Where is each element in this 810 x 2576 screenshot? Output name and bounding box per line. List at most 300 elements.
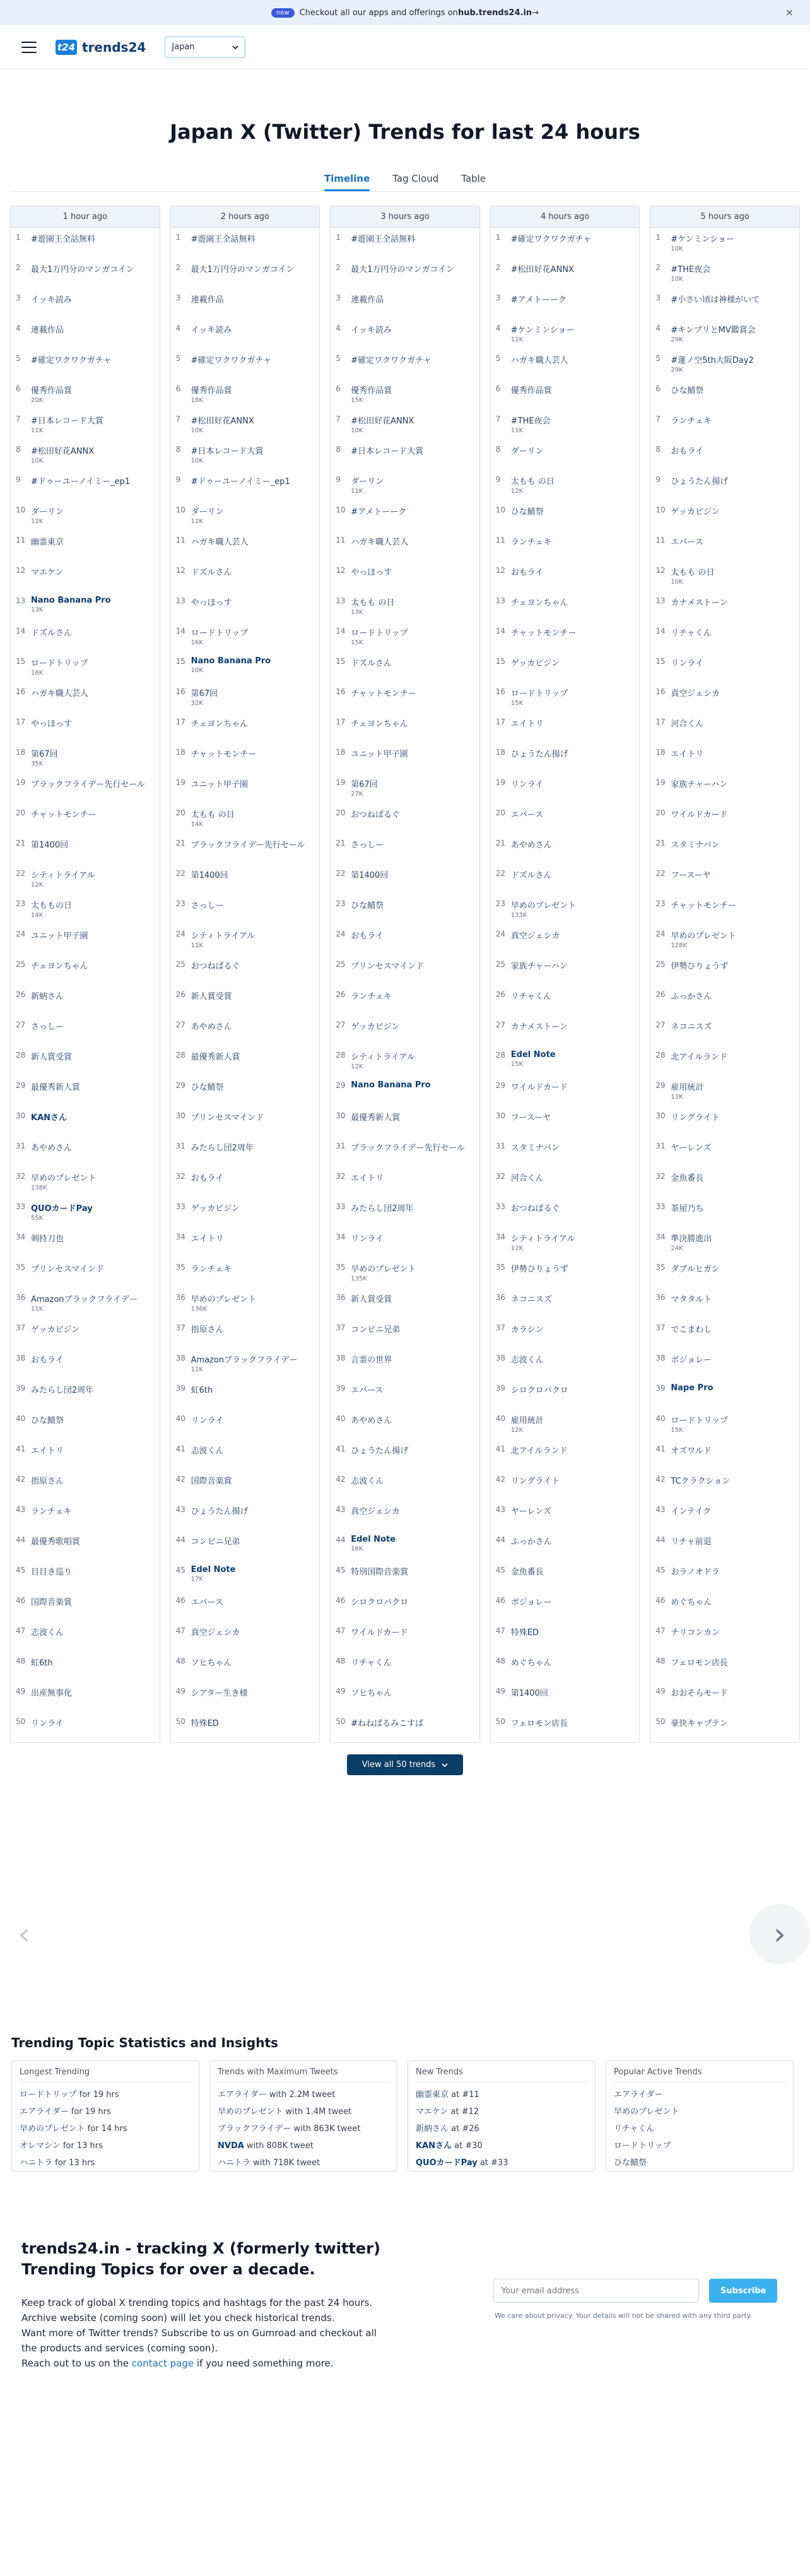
trend-link[interactable]: エイトリ	[191, 1234, 224, 1244]
trend-link[interactable]: シティトライアル	[31, 871, 95, 880]
column-header: 1 hour ago	[11, 206, 160, 228]
trend-link[interactable]: エイトリ	[671, 750, 704, 759]
trend-link[interactable]: ランチェキ	[31, 1507, 72, 1516]
trend-item	[491, 955, 640, 985]
trend-link[interactable]: エイトリ	[31, 1446, 64, 1456]
trend-link[interactable]: #小さい頃は神様がいて	[671, 295, 760, 305]
trend-link[interactable]: チャットモンチー	[510, 629, 577, 638]
trend-link[interactable]: おおそらモード	[671, 1689, 728, 1698]
trend-link[interactable]: Edel Note	[191, 1565, 236, 1575]
trend-link[interactable]: チャットモンチー	[31, 810, 97, 820]
trend-link[interactable]: 優秀作品賞	[510, 386, 552, 396]
trend-rank: 28	[16, 1051, 26, 1060]
carousel-next-button[interactable]: ›	[749, 1904, 810, 1964]
trend-link[interactable]: ロードトリップ	[191, 629, 249, 638]
trend-link[interactable]: 最大1万円分のマンガコイン	[351, 265, 455, 275]
trend-link[interactable]: 第1400回	[31, 841, 69, 850]
trend-link[interactable]: ハガキ職人芸人	[510, 356, 568, 365]
trend-link[interactable]: Amazonブラックフライデー	[31, 1295, 138, 1304]
trend-link[interactable]: 国際音楽賞	[31, 1598, 73, 1607]
trend-link[interactable]: #ドゥーユーノイミー_ep1	[31, 477, 131, 487]
trend-link[interactable]: 志波くん	[351, 1477, 384, 1486]
trend-link[interactable]: あやめさん	[510, 841, 552, 850]
trend-link[interactable]: 最大1万円分のマンガコイン	[191, 265, 295, 275]
trend-link[interactable]: ふっかさん	[510, 1537, 552, 1547]
trend-link[interactable]: おつねばるぐ	[510, 1204, 560, 1214]
stat-topic-link[interactable]: 幽霊東京	[416, 2090, 449, 2100]
trend-link[interactable]: #確定ワクワクガチャ	[351, 356, 431, 365]
trend-link[interactable]: #確定ワクワクガチャ	[191, 356, 272, 365]
trend-link[interactable]: 豪快キャプテン	[671, 1719, 728, 1728]
trend-link[interactable]: シロクロパクロ	[351, 1598, 409, 1607]
trend-link[interactable]: コンビニ兄弟	[351, 1325, 401, 1335]
trend-item	[171, 531, 320, 561]
trend-link[interactable]: 最優秀新人賞	[31, 1083, 81, 1092]
trend-link[interactable]: ユニット甲子園	[31, 931, 88, 941]
stat-card	[606, 2060, 794, 2171]
subscribe-button[interactable]: Subscribe	[709, 2279, 777, 2303]
trend-link[interactable]: ひな鯖祭	[671, 386, 704, 396]
trend-link[interactable]: スタミナパン	[671, 841, 720, 850]
trend-link[interactable]: #松田好花ANNX	[31, 447, 95, 456]
stat-topic-link[interactable]: リチャくん	[614, 2124, 655, 2134]
trend-link[interactable]: みたらし団2周年	[351, 1204, 414, 1214]
trend-link[interactable]: 国際音楽賞	[191, 1477, 232, 1486]
trend-link[interactable]: 第1400回	[510, 1689, 548, 1698]
trend-link[interactable]: ソヒちゃん	[191, 1658, 232, 1668]
trend-link[interactable]: 優秀作品賞	[191, 386, 232, 396]
trend-link[interactable]: 第67回	[191, 689, 218, 699]
trend-link[interactable]: おつねばるぐ	[351, 810, 401, 820]
trend-link[interactable]: プリンセスマインド	[351, 962, 425, 971]
trend-link[interactable]: #蓮ノ空5th大阪Day2	[671, 356, 754, 365]
trend-link[interactable]: おもライ	[351, 931, 384, 941]
trend-item	[331, 864, 479, 894]
trend-link[interactable]: #遊園王全話無料	[191, 235, 255, 244]
trend-link[interactable]: Nano Banana Pro	[191, 656, 271, 666]
trend-link[interactable]: リンライ	[191, 1416, 224, 1426]
trend-link[interactable]: やっほっす	[351, 568, 392, 577]
trend-link[interactable]: プリンセスマインド	[31, 1265, 104, 1274]
trend-link[interactable]: チェヨンちゃん	[510, 598, 568, 608]
trend-link[interactable]: ひょうたん揚げ	[351, 1446, 409, 1456]
trend-link[interactable]: フースーヤ	[671, 871, 711, 880]
trend-rank: 13	[495, 596, 506, 605]
trend-link[interactable]: 優秀作品賞	[31, 386, 73, 396]
trend-link[interactable]: 第67回	[351, 780, 378, 789]
trend-link[interactable]: 雇用統計	[671, 1083, 704, 1092]
trend-link[interactable]: 特殊ED	[510, 1628, 539, 1638]
stat-topic-link[interactable]: QUOカードPay	[416, 2158, 478, 2168]
trend-link[interactable]: リチャくん	[510, 992, 552, 1001]
trend-link[interactable]: Edel Note	[351, 1535, 396, 1544]
trend-link[interactable]: 早めのプレゼント	[671, 931, 736, 941]
trend-link[interactable]: おもライ	[671, 447, 703, 456]
trend-link[interactable]: スタミナパン	[510, 1143, 560, 1153]
trend-link[interactable]: Edel Note	[510, 1050, 556, 1060]
trend-link[interactable]: ひな鯖祭	[351, 901, 384, 911]
trend-link[interactable]: シアター生き様	[191, 1689, 248, 1698]
stat-topic-link[interactable]: 早めのプレゼント	[614, 2107, 679, 2117]
trend-link[interactable]: 北アイルランド	[510, 1446, 568, 1456]
trend-link[interactable]: チェヨンちゃん	[31, 962, 88, 971]
trend-link[interactable]: ロードトリップ	[510, 689, 568, 699]
trend-link[interactable]: マタタルト	[671, 1295, 712, 1304]
trend-link[interactable]: リンライ	[31, 1719, 64, 1728]
trend-link[interactable]: リングライト	[510, 1477, 560, 1486]
trend-link[interactable]: ダーリン	[31, 507, 64, 517]
trend-link[interactable]: チャットモンチー	[351, 689, 416, 699]
trend-link[interactable]: 言霊の世界	[351, 1356, 392, 1365]
trend-link[interactable]: 新人賞受賞	[191, 992, 232, 1001]
hub-link[interactable]: hub.trends24.in→	[457, 8, 539, 18]
close-icon[interactable]: ×	[785, 6, 794, 18]
stat-topic-link[interactable]: ロードトリップ	[20, 2090, 77, 2100]
stat-topic-link[interactable]: オレマシン	[20, 2141, 61, 2151]
email-field[interactable]	[493, 2279, 699, 2303]
trend-link[interactable]: シティトライアル	[191, 931, 255, 941]
trend-link[interactable]: Nape Pro	[671, 1383, 713, 1393]
trend-link[interactable]: 太もも の日	[351, 598, 395, 608]
trend-link[interactable]: エイトリ	[510, 719, 544, 729]
trend-link[interactable]: ランチェキ	[351, 992, 392, 1001]
contact-link[interactable]: contact page	[131, 2358, 194, 2369]
trend-link[interactable]: Nano Banana Pro	[31, 596, 111, 605]
trend-link[interactable]: めぐちゃん	[510, 1658, 552, 1668]
trend-link[interactable]: ひょうたん揚げ	[510, 750, 568, 759]
trend-link[interactable]: ダブルヒガシ	[671, 1265, 720, 1274]
trend-link[interactable]: リチャくん	[671, 629, 712, 638]
trend-link[interactable]: マエケン	[31, 568, 64, 577]
trend-link[interactable]: ランチェキ	[671, 417, 712, 426]
trend-link[interactable]: 家族チャーハン	[510, 962, 568, 971]
trend-link[interactable]: 早めのプレゼント	[191, 1295, 257, 1304]
trend-link[interactable]: ネコニスズ	[510, 1295, 552, 1304]
tab-tag-cloud[interactable]: Tag Cloud	[392, 173, 439, 184]
trend-link[interactable]: 新人賞受賞	[351, 1295, 392, 1304]
trend-link[interactable]: さっしー	[351, 841, 384, 850]
trend-link[interactable]: 幽霊東京	[31, 538, 64, 547]
trend-link[interactable]: #松田好花ANNX	[510, 265, 574, 275]
trend-link[interactable]: 虹6th	[31, 1658, 53, 1668]
trend-link[interactable]: 北アイルランド	[671, 1053, 728, 1062]
stat-topic-link[interactable]: 早めのプレゼント	[218, 2107, 283, 2117]
trend-link[interactable]: ボジョレー	[671, 1356, 712, 1365]
stat-topic-link[interactable]: ハニトラ	[218, 2158, 251, 2168]
trend-link[interactable]: ダーリン	[510, 447, 544, 456]
trend-link[interactable]: 金魚番長	[510, 1568, 544, 1577]
trend-link[interactable]: Amazonブラックフライデー	[191, 1356, 298, 1365]
trend-link[interactable]: ロードトリップ	[351, 629, 408, 638]
trend-link[interactable]: ゲッカビジン	[510, 659, 560, 668]
trend-link[interactable]: 連載作品	[191, 295, 224, 305]
trend-link[interactable]: 連載作品	[351, 295, 384, 305]
trend-link[interactable]: さっしー	[31, 1022, 64, 1032]
view-all-button[interactable]: View all 50 trends	[347, 1754, 463, 1775]
trend-link[interactable]: ハガキ職人芸人	[31, 689, 89, 699]
site-logo[interactable]	[56, 40, 146, 55]
trend-link[interactable]: 剣持刀也	[31, 1234, 64, 1244]
carousel-prev-button[interactable]: ‹	[18, 1917, 30, 1952]
trend-link[interactable]: 真空ジェシカ	[191, 1628, 240, 1638]
trend-link[interactable]: #ケンミンショー	[510, 326, 575, 335]
trend-link[interactable]: ロードトリップ	[671, 1416, 728, 1426]
trend-link[interactable]: #日本レコード大賞	[191, 447, 264, 456]
trend-link[interactable]: ブラックフライデー先行セール	[191, 841, 305, 850]
trend-link[interactable]: ユニット甲子園	[191, 780, 249, 789]
trend-link[interactable]: ブラックフライデー先行セール	[351, 1143, 465, 1153]
trend-link[interactable]: ふっかさん	[671, 992, 712, 1001]
trend-link[interactable]: ランチェキ	[191, 1265, 232, 1274]
stat-topic-link[interactable]: ロードトリップ	[614, 2141, 671, 2151]
stat-topic-link[interactable]: エアライダー	[20, 2107, 69, 2117]
trend-link[interactable]: エバース	[351, 1386, 384, 1395]
trend-link[interactable]: ひょうたん揚げ	[191, 1507, 249, 1516]
trend-link[interactable]: シティトライアル	[510, 1234, 575, 1244]
trend-link[interactable]: カラシン	[510, 1325, 544, 1335]
trend-link[interactable]: フェロモン店長	[510, 1719, 568, 1728]
trend-rank: 17	[655, 718, 666, 726]
trend-link[interactable]: 出産無事化	[31, 1689, 73, 1698]
trend-link[interactable]: やっほっす	[31, 719, 73, 729]
trend-link[interactable]: シティトライアル	[351, 1053, 415, 1062]
stat-topic-link[interactable]: ひな鯖祭	[614, 2158, 647, 2168]
trend-link[interactable]: ドズルさん	[191, 568, 232, 577]
trend-link[interactable]: みたらし団2周年	[31, 1386, 94, 1395]
trend-link[interactable]: 準決勝進出	[671, 1234, 712, 1244]
trend-link[interactable]: 最優秀新人賞	[191, 1053, 240, 1062]
trend-link[interactable]: リチャくん	[351, 1658, 392, 1668]
trend-link[interactable]: Nano Banana Pro	[351, 1080, 431, 1090]
trend-link[interactable]: #遊園王全話無料	[351, 235, 416, 244]
trend-link[interactable]: 家族チャーハン	[671, 780, 728, 789]
country-select[interactable]	[165, 37, 245, 58]
stat-topic-link[interactable]: エアライダー	[218, 2090, 267, 2100]
trend-link[interactable]: ゲッカビジン	[351, 1022, 400, 1032]
trend-link[interactable]: #遊園王全話無料	[31, 235, 95, 244]
tab-timeline[interactable]: Timeline	[324, 173, 370, 191]
trend-item	[331, 1682, 479, 1712]
trend-link[interactable]: ドズルさん	[31, 629, 72, 638]
menu-icon[interactable]	[21, 42, 37, 53]
trend-link[interactable]: ボジョレー	[510, 1598, 552, 1607]
trend-link[interactable]: リチャ前退	[671, 1537, 712, 1547]
trend-link[interactable]: ひょうたん揚げ	[671, 477, 729, 487]
trend-link[interactable]: #松田好花ANNX	[351, 417, 414, 426]
stat-topic-link[interactable]: KANさん	[416, 2141, 452, 2151]
trend-link[interactable]: イッキ読み	[31, 295, 72, 305]
trend-link[interactable]: リンライ	[671, 659, 703, 668]
trend-link[interactable]: ゲッカビジン	[671, 507, 720, 517]
trend-link[interactable]: 早めのプレゼント	[31, 1174, 97, 1183]
trend-link[interactable]: 太ももの日	[31, 901, 73, 911]
trend-link[interactable]: ハガキ職人芸人	[191, 538, 249, 547]
trend-link[interactable]: 新納さん	[31, 992, 64, 1001]
stat-topic-link[interactable]: ハニトラ	[20, 2158, 53, 2168]
trend-link[interactable]: 第1400回	[351, 871, 389, 880]
trend-link[interactable]: #日本レコード大賞	[31, 417, 103, 426]
trend-link[interactable]: やっほっす	[191, 598, 232, 608]
trend-link[interactable]: イッキ読み	[191, 326, 232, 335]
stat-topic-link[interactable]: 新納さん	[416, 2124, 449, 2134]
trend-link[interactable]: リングライト	[671, 1113, 720, 1123]
trend-link[interactable]: 目目き巡り	[31, 1568, 73, 1577]
trend-link[interactable]: ドズルさん	[351, 659, 392, 668]
trend-link[interactable]: 雇用統計	[510, 1416, 544, 1426]
trend-link[interactable]: ユニット甲子園	[351, 750, 408, 759]
trend-link[interactable]: QUOカードPay	[31, 1204, 93, 1214]
trend-rank: 16	[16, 687, 26, 696]
trend-link[interactable]: 伊勢ひりょうず	[671, 962, 729, 971]
trend-link[interactable]: フースーヤ	[510, 1113, 551, 1123]
trend-link[interactable]: ロードトリップ	[31, 659, 88, 668]
trend-link[interactable]: カナメストーン	[510, 1022, 568, 1032]
trend-link[interactable]: ネコニスズ	[671, 1022, 712, 1032]
trend-item	[491, 1409, 640, 1439]
trend-link[interactable]: #THE夜会	[671, 265, 711, 275]
stat-topic-link[interactable]: NVDA	[218, 2141, 244, 2151]
trend-link[interactable]: 最優秀歌唱賞	[31, 1537, 81, 1547]
trend-link[interactable]: 真空ジェシカ	[351, 1507, 400, 1516]
trend-link[interactable]: チャットモンチー	[671, 901, 736, 911]
trend-link[interactable]: インテイク	[671, 1507, 712, 1516]
trend-link[interactable]: チャットモンチー	[191, 750, 257, 759]
stat-topic-link[interactable]: エアライダー	[614, 2090, 663, 2100]
trend-link[interactable]: 志波くん	[31, 1628, 64, 1638]
trend-link[interactable]: あやめさん	[31, 1143, 73, 1153]
trend-link[interactable]: エバース	[510, 810, 544, 820]
trend-link[interactable]: リンライ	[351, 1234, 384, 1244]
trend-link[interactable]: #確定ワクワクガチャ	[31, 356, 112, 365]
trend-link[interactable]: #確定ワクワクガチャ	[510, 235, 592, 244]
trend-link[interactable]: 新人賞受賞	[31, 1053, 73, 1062]
trend-link[interactable]: ランチェキ	[510, 538, 552, 547]
trend-link[interactable]: シロクロパクロ	[510, 1386, 568, 1395]
trend-link[interactable]: あやめさん	[191, 1022, 232, 1032]
trend-link[interactable]: 特殊ED	[191, 1719, 219, 1728]
trend-link[interactable]: 第1400回	[191, 871, 228, 880]
trend-link[interactable]: ひな鯖祭	[510, 507, 544, 517]
tab-table[interactable]: Table	[461, 173, 486, 184]
trend-link[interactable]: ヤーレンズ	[510, 1507, 551, 1516]
trend-link[interactable]: ドズルさん	[510, 871, 552, 880]
trend-link[interactable]: めぐちゃん	[671, 1598, 712, 1607]
trend-link[interactable]: 早めのプレゼント	[510, 901, 577, 911]
trend-link[interactable]: エイトリ	[351, 1174, 384, 1183]
trend-link[interactable]: ワイルドカード	[351, 1628, 408, 1638]
trend-link[interactable]: ダーリン	[191, 507, 224, 517]
trend-link[interactable]: ひな鯖祭	[191, 1083, 224, 1092]
trend-link[interactable]: ダーリン	[351, 477, 384, 487]
trend-link[interactable]: チェヨンちゃん	[191, 719, 249, 729]
trend-link[interactable]: 太もも の日	[671, 568, 715, 577]
trend-link[interactable]: おラノオドラ	[671, 1568, 720, 1577]
stat-topic-link[interactable]: 早めのプレゼント	[20, 2124, 85, 2134]
trend-link[interactable]: KANさん	[31, 1113, 68, 1123]
trend-link[interactable]: みたらし団2周年	[191, 1143, 254, 1153]
trend-link[interactable]: #ねねぱるみこすぱ	[351, 1719, 424, 1728]
trend-link[interactable]: 第67回	[31, 750, 58, 759]
trend-link[interactable]: でこまわし	[671, 1325, 712, 1335]
stat-detail: with 718K tweet	[250, 2158, 320, 2168]
trend-link[interactable]: #松田好花ANNX	[191, 417, 254, 426]
trend-link[interactable]: ゲッカビジン	[191, 1204, 240, 1214]
trend-link[interactable]: 最大1万円分のマンガコイン	[31, 265, 134, 275]
trend-link[interactable]: 真空ジェシカ	[510, 931, 560, 941]
trend-link[interactable]: エバース	[671, 538, 703, 547]
trend-link[interactable]: おもライ	[191, 1174, 224, 1183]
trend-link[interactable]: 河合くん	[671, 719, 704, 729]
trend-link[interactable]: #THE夜会	[510, 417, 551, 426]
trend-link[interactable]: 特別国際音楽賞	[351, 1568, 409, 1577]
trend-link[interactable]: #キンプリとMV鑑賞会	[671, 326, 756, 335]
trend-link[interactable]: 優秀作品賞	[351, 386, 392, 396]
trend-item	[491, 1227, 640, 1258]
trend-link[interactable]: ハガキ職人芸人	[351, 538, 409, 547]
trend-link[interactable]: 早めのプレゼント	[351, 1265, 416, 1274]
trend-link[interactable]: エバース	[191, 1598, 223, 1607]
trend-link[interactable]: #アメトーーク	[351, 507, 407, 517]
trend-link[interactable]: チリコンカン	[671, 1628, 720, 1638]
stat-topic-link[interactable]: マエケン	[416, 2107, 449, 2117]
trend-link[interactable]: 金魚番長	[671, 1174, 704, 1183]
trend-link[interactable]: 指原さん	[31, 1477, 64, 1486]
trend-link[interactable]: #ケンミンショー	[671, 235, 735, 244]
trend-link[interactable]: おもライ	[31, 1356, 64, 1365]
trend-link[interactable]: リンライ	[510, 780, 544, 789]
trend-link[interactable]: 茶屋乃ち	[671, 1204, 704, 1214]
trend-link[interactable]: イッキ読み	[351, 326, 392, 335]
trend-rank: 31	[336, 1142, 346, 1150]
trend-link[interactable]: ひな鯖祭	[31, 1416, 64, 1426]
stat-row	[218, 2137, 389, 2154]
trend-link[interactable]: ブラックフライデー先行セール	[31, 780, 145, 789]
trend-link[interactable]: プリンセスマインド	[191, 1113, 264, 1123]
trend-link[interactable]: 太もも の日	[191, 810, 235, 820]
trend-link[interactable]: 志波くん	[191, 1446, 224, 1456]
trend-link[interactable]: 虹6th	[191, 1386, 213, 1395]
trend-link[interactable]: 伊勢ひりょうず	[510, 1265, 568, 1274]
trend-link[interactable]: 河合くん	[510, 1174, 544, 1183]
trend-link[interactable]: あやめさん	[351, 1416, 392, 1426]
trend-link[interactable]: #アメトーーク	[510, 295, 566, 305]
trend-link[interactable]: #日本レコード大賞	[351, 447, 424, 456]
trend-link[interactable]: カナメストーン	[671, 598, 728, 608]
trend-link[interactable]: フェロモン店長	[671, 1658, 728, 1668]
trend-link[interactable]: ヤーレンズ	[671, 1143, 712, 1153]
trend-link[interactable]: 太もも の日	[510, 477, 555, 487]
trend-link[interactable]: ソヒちゃん	[351, 1689, 392, 1698]
trend-link[interactable]: オズワルド	[671, 1446, 712, 1456]
trend-link[interactable]: ゲッカビジン	[31, 1325, 80, 1335]
trend-link[interactable]: おつねばるぐ	[191, 962, 240, 971]
trend-link[interactable]: さっしー	[191, 901, 224, 911]
trend-item	[331, 985, 479, 1015]
trend-link[interactable]: チェヨンちゃん	[351, 719, 408, 729]
trend-link[interactable]: #ドゥーユーノイミー_ep1	[191, 477, 290, 487]
trend-link[interactable]: TCクラクション	[671, 1477, 731, 1486]
trend-link[interactable]: 志波くん	[510, 1356, 544, 1365]
stat-topic-link[interactable]: ブラックフライデー	[218, 2124, 291, 2134]
trend-link[interactable]: 最優秀新人賞	[351, 1113, 401, 1123]
trend-link[interactable]: コンビニ兄弟	[191, 1537, 240, 1547]
trend-link[interactable]: 指原さん	[191, 1325, 224, 1335]
trend-link[interactable]: ワイルドカード	[510, 1083, 568, 1092]
trend-link[interactable]: 真空ジェシカ	[671, 689, 720, 699]
trend-link[interactable]: 連載作品	[31, 326, 64, 335]
trend-link[interactable]: おもライ	[510, 568, 544, 577]
trend-link[interactable]: ワイルドカード	[671, 810, 728, 820]
